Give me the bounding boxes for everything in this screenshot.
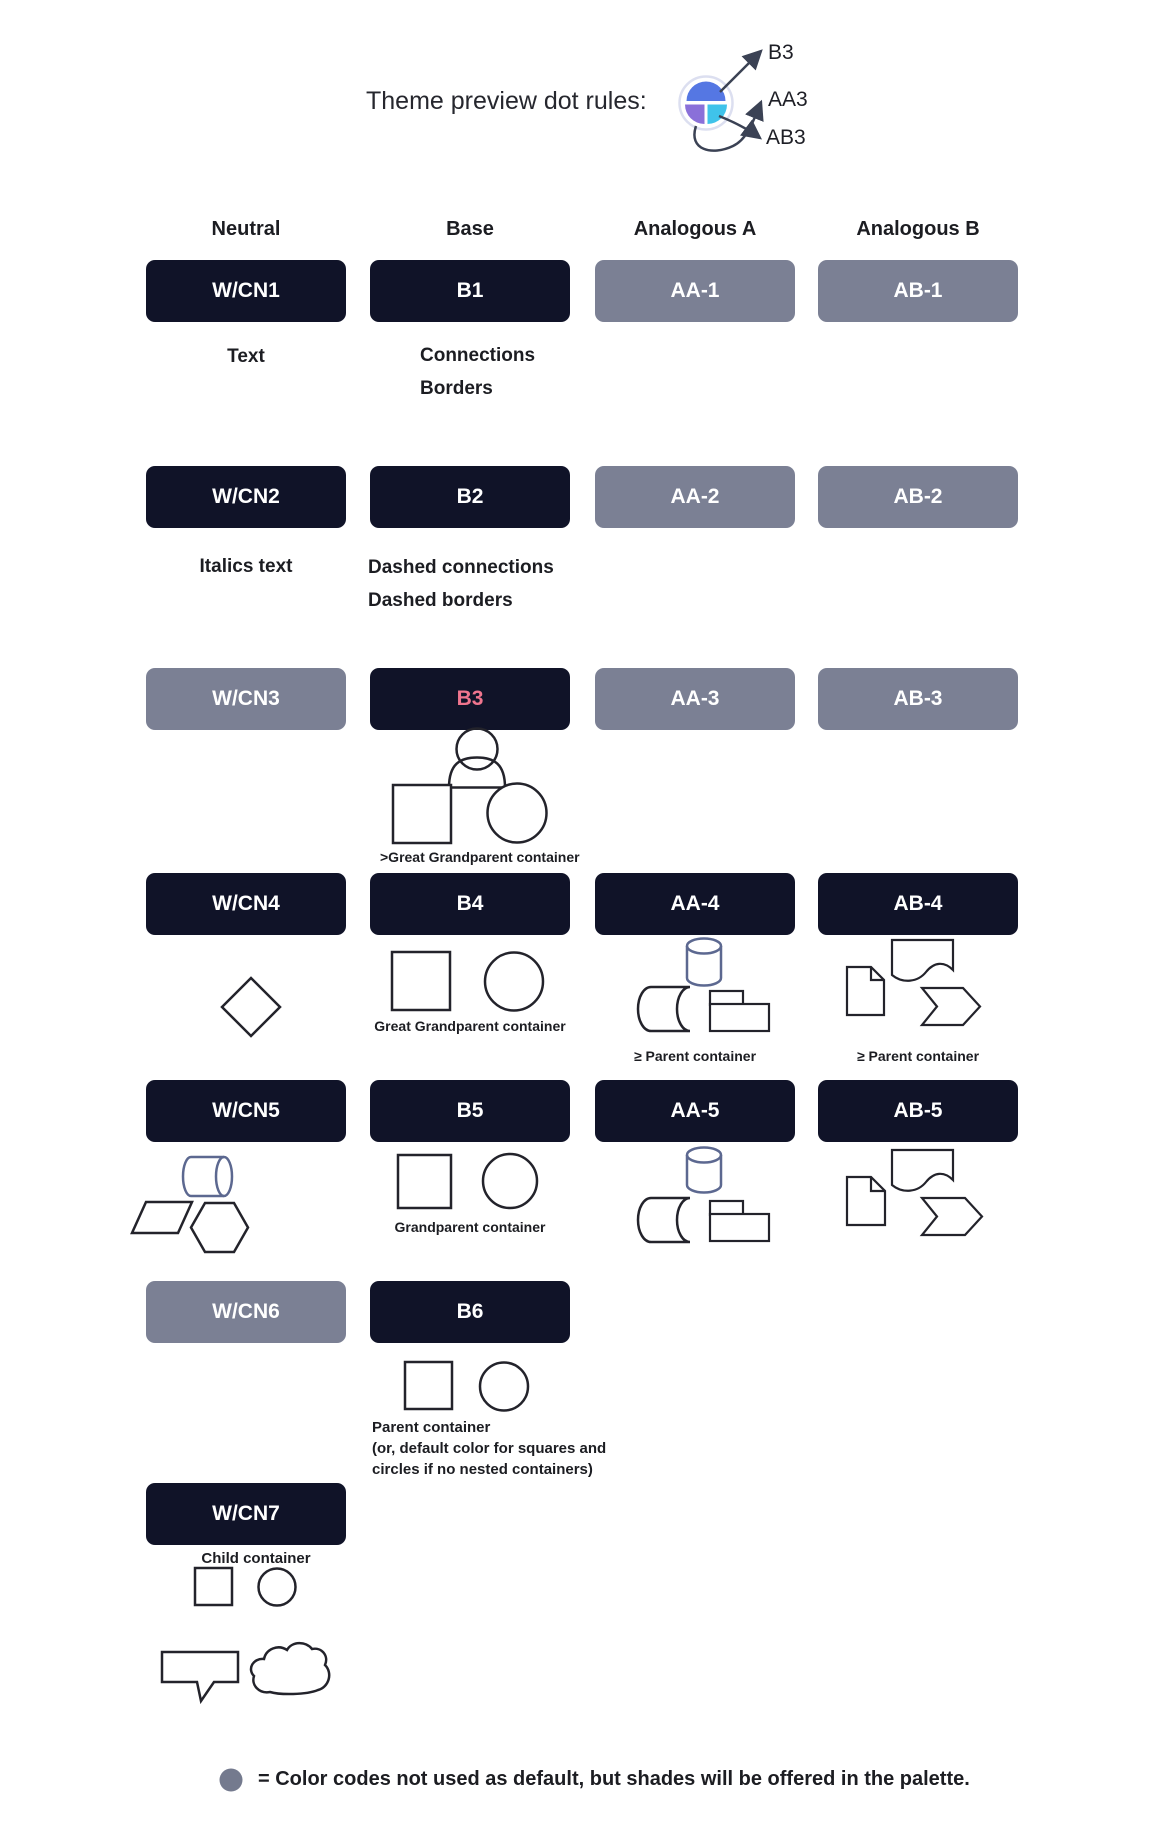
swatch-ab3-label: AB-3 bbox=[893, 687, 943, 710]
annotation-ab-parent: ≥ Parent container bbox=[856, 1048, 980, 1064]
swatch-b3-label: B3 bbox=[456, 687, 484, 710]
swatch-b1-label: B1 bbox=[456, 279, 484, 302]
swatch-ab3 bbox=[818, 668, 1018, 730]
dot-rule-arrows bbox=[694, 51, 761, 151]
swatch-wcn3-label: W/CN3 bbox=[212, 687, 280, 710]
swatch-ab4 bbox=[818, 873, 1018, 935]
swatch-wcn6 bbox=[146, 1281, 346, 1343]
ab4-shape-group bbox=[847, 940, 980, 1025]
swatch-wcn3 bbox=[146, 668, 346, 730]
b3-shape-group bbox=[393, 729, 547, 844]
swatch-b4-label: B4 bbox=[456, 892, 484, 915]
circle-shape bbox=[483, 1154, 537, 1208]
circle-shape bbox=[259, 1569, 296, 1606]
horizontal-cylinder-end-icon bbox=[216, 1157, 232, 1196]
swatch-wcn7 bbox=[146, 1483, 346, 1545]
swatch-aa4-label: AA-4 bbox=[670, 892, 720, 915]
column-header-base: Base bbox=[446, 218, 494, 240]
wcn5-shape-group bbox=[132, 1157, 248, 1252]
swatch-aa4 bbox=[595, 873, 795, 935]
parallelogram-shape bbox=[132, 1202, 192, 1233]
arrow-to-aa3 bbox=[694, 102, 761, 151]
swatch-ab1-label: AB-1 bbox=[893, 279, 943, 302]
annotation-parent-line1: Parent container bbox=[372, 1419, 491, 1436]
b6-shape-group bbox=[405, 1362, 528, 1411]
cylinder-icon bbox=[687, 1155, 721, 1193]
b4-shape-group bbox=[392, 952, 543, 1011]
cylinder-icon bbox=[687, 946, 721, 986]
swatch-aa5-label: AA-5 bbox=[670, 1099, 720, 1122]
annotation-child-container: Child container bbox=[201, 1550, 311, 1567]
square-shape bbox=[398, 1155, 451, 1208]
card-tab-icon bbox=[710, 1201, 743, 1215]
annotation-text: Text bbox=[227, 346, 265, 367]
annotation-parent-line2: (or, default color for squares and bbox=[372, 1440, 607, 1457]
annotation-grandparent: Grandparent container bbox=[394, 1219, 546, 1235]
speech-bubble-icon bbox=[162, 1652, 238, 1701]
swatch-ab2 bbox=[818, 466, 1018, 528]
page-title: Theme preview dot rules: bbox=[366, 87, 647, 115]
dot-label-b3: B3 bbox=[768, 41, 794, 64]
swatch-wcn1 bbox=[146, 260, 346, 322]
hexagon-shape bbox=[191, 1203, 248, 1252]
swatch-aa1-label: AA-1 bbox=[670, 279, 720, 302]
square-shape bbox=[195, 1568, 232, 1605]
wcn7-shape-group bbox=[162, 1568, 329, 1701]
annotation-dashed-connections: Dashed connections bbox=[368, 557, 554, 578]
swatch-b5 bbox=[370, 1080, 570, 1142]
chevron-icon bbox=[922, 1198, 982, 1235]
swatch-wcn5-label: W/CN5 bbox=[212, 1099, 280, 1122]
swatch-b1 bbox=[370, 260, 570, 322]
swatch-b4 bbox=[370, 873, 570, 935]
annotation-great-grandparent: Great Grandparent container bbox=[374, 1018, 566, 1034]
b5-shape-group bbox=[398, 1154, 537, 1208]
stored-data-icon bbox=[638, 1198, 690, 1242]
swatch-aa5 bbox=[595, 1080, 795, 1142]
document-icon bbox=[892, 940, 953, 981]
swatch-wcn4-label: W/CN4 bbox=[212, 892, 280, 915]
diamond-shape bbox=[222, 978, 280, 1036]
swatch-ab5-label: AB-5 bbox=[893, 1099, 943, 1122]
swatch-aa2 bbox=[595, 466, 795, 528]
person-icon bbox=[457, 729, 498, 770]
swatch-b2-label: B2 bbox=[456, 485, 484, 508]
annotation-parent-line3: circles if no nested containers) bbox=[372, 1461, 593, 1478]
card-body-icon bbox=[710, 1214, 769, 1241]
chevron-icon bbox=[922, 988, 980, 1025]
card-tab-icon bbox=[710, 991, 743, 1005]
theme-preview-dot-icon bbox=[680, 77, 733, 130]
annotation-dashed-borders: Dashed borders bbox=[368, 590, 513, 611]
swatch-b2 bbox=[370, 466, 570, 528]
annotation-italics-text: Italics text bbox=[199, 556, 293, 577]
square-shape bbox=[405, 1362, 452, 1409]
note-icon bbox=[847, 1177, 885, 1225]
cylinder-top-icon bbox=[687, 939, 721, 954]
cylinder-top-icon bbox=[687, 1148, 721, 1163]
swatch-ab1 bbox=[818, 260, 1018, 322]
annotation-great-grandparent-gt: >Great Grandparent container bbox=[380, 849, 580, 865]
legend-gray-dot-icon bbox=[220, 1769, 243, 1792]
swatch-aa3-label: AA-3 bbox=[670, 687, 720, 710]
swatch-ab4-label: AB-4 bbox=[893, 892, 943, 915]
circle-shape bbox=[485, 953, 543, 1011]
square-shape bbox=[392, 952, 450, 1010]
square-shape bbox=[393, 785, 451, 843]
swatch-aa3 bbox=[595, 668, 795, 730]
arrow-to-b3 bbox=[720, 51, 761, 92]
swatch-ab5 bbox=[818, 1080, 1018, 1142]
aa4-shape-group bbox=[638, 939, 769, 1032]
column-header-analogous-b: Analogous B bbox=[856, 218, 980, 240]
dot-label-aa3: AA3 bbox=[768, 88, 808, 111]
stored-data-icon bbox=[638, 987, 690, 1031]
person-body-icon bbox=[449, 758, 505, 788]
swatch-aa1 bbox=[595, 260, 795, 322]
horizontal-cylinder-icon bbox=[183, 1157, 224, 1196]
swatch-aa2-label: AA-2 bbox=[670, 485, 720, 508]
circle-shape bbox=[480, 1363, 528, 1411]
aa5-shape-group bbox=[638, 1148, 769, 1243]
note-fold-icon bbox=[871, 1177, 885, 1191]
swatch-wcn5 bbox=[146, 1080, 346, 1142]
swatch-ab2-label: AB-2 bbox=[893, 485, 943, 508]
circle-shape bbox=[488, 784, 547, 843]
cloud-icon bbox=[251, 1643, 329, 1694]
swatch-b3 bbox=[370, 668, 570, 730]
card-body-icon bbox=[710, 1004, 769, 1031]
note-icon bbox=[847, 967, 884, 1015]
swatch-wcn1-label: W/CN1 bbox=[212, 279, 280, 302]
swatch-b6 bbox=[370, 1281, 570, 1343]
column-header-analogous-a: Analogous A bbox=[633, 218, 757, 240]
swatch-b5-label: B5 bbox=[456, 1099, 484, 1122]
swatch-b6-label: B6 bbox=[456, 1300, 484, 1323]
arrow-to-ab3 bbox=[719, 116, 760, 138]
swatch-wcn7-label: W/CN7 bbox=[212, 1502, 280, 1525]
ab5-shape-group bbox=[847, 1150, 982, 1235]
legend-text: = Color codes not used as default, but shades will be offered in the palette. bbox=[258, 1768, 970, 1790]
annotation-borders: Borders bbox=[420, 378, 493, 399]
document-icon bbox=[892, 1150, 953, 1191]
annotation-aa-parent: ≥ Parent container bbox=[633, 1048, 757, 1064]
swatch-wcn2 bbox=[146, 466, 346, 528]
swatch-wcn6-label: W/CN6 bbox=[212, 1300, 280, 1323]
dot-label-ab3: AB3 bbox=[766, 126, 806, 149]
column-header-neutral: Neutral bbox=[211, 218, 281, 240]
swatch-wcn2-label: W/CN2 bbox=[212, 485, 280, 508]
swatch-wcn4 bbox=[146, 873, 346, 935]
annotation-connections: Connections bbox=[420, 345, 536, 366]
note-fold-icon bbox=[871, 967, 884, 980]
